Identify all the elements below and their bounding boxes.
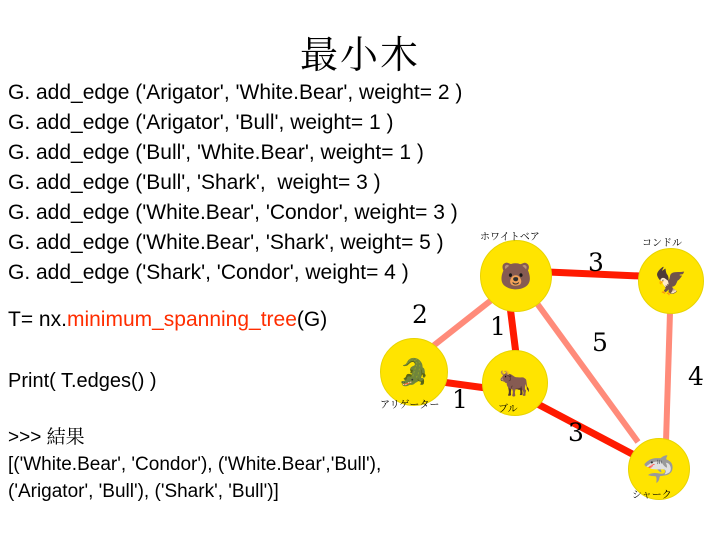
edge-condor-shark — [666, 312, 670, 442]
code-line: G. add_edge ('Arigator', 'White.Bear', weight= 2 ) — [8, 81, 463, 104]
condor-icon: 🦅 — [654, 265, 688, 296]
node-label-white-bear: ホワイトベア — [480, 232, 540, 243]
graph-node-condor[interactable] — [638, 248, 704, 314]
result-line-1: [('White.Bear', 'Condor'), ('White.Bear','Bull'), — [8, 454, 382, 475]
mst-suffix: (G) — [296, 308, 328, 331]
edge-weight: 3 — [568, 418, 584, 447]
edge-whitebear-shark — [536, 302, 638, 442]
mst-function-name: minimum_spanning_tree — [66, 308, 297, 331]
code-line: G. add_edge ('Bull', 'Shark', weight= 3 ) — [8, 171, 381, 194]
edge-weight: 4 — [688, 362, 704, 391]
graph-diagram — [370, 210, 720, 540]
edge-weight: 1 — [452, 385, 468, 414]
print-line: Print( T.edges() ) — [8, 370, 157, 392]
node-label-bull: ブル — [498, 404, 518, 415]
node-label-condor: コンドル — [642, 238, 682, 249]
edge-whitebear-bull — [510, 306, 516, 354]
arigator-icon: 🐊 — [397, 356, 431, 387]
edge-weight: 3 — [588, 248, 604, 277]
mst-call-line — [8, 308, 327, 332]
code-line: G. add_edge ('Shark', 'Condor', weight= 4 ) — [8, 261, 409, 284]
result-prompt: >>> 結果 — [8, 427, 85, 448]
bull-icon: 🐂 — [498, 367, 532, 398]
code-line: G. add_edge ('White.Bear', 'Condor', weight= 3 ) — [8, 201, 458, 224]
graph-node-white-bear[interactable] — [480, 240, 552, 312]
node-label-arigator: アリゲーター — [380, 400, 440, 411]
mst-prefix: T= nx. — [8, 308, 67, 331]
code-line: G. add_edge ('Bull', 'White.Bear', weight= 1 ) — [8, 141, 424, 164]
edge-weight: 1 — [490, 312, 506, 341]
node-label-shark: シャーク — [632, 490, 672, 501]
page-title: 最小木 — [299, 33, 420, 77]
code-line: G. add_edge ('White.Bear', 'Shark', weight= 5 ) — [8, 231, 444, 254]
white-bear-icon: 🐻 — [499, 260, 533, 291]
shark-icon: 🦈 — [642, 453, 676, 484]
result-block — [8, 424, 381, 505]
edge-weight: 5 — [592, 328, 608, 357]
result-line-2: ('Arigator', 'Bull'), ('Shark', 'Bull')] — [8, 481, 279, 502]
code-line: G. add_edge ('Arigator', 'Bull', weight= 1 ) — [8, 111, 394, 134]
edge-weight: 2 — [412, 300, 428, 329]
